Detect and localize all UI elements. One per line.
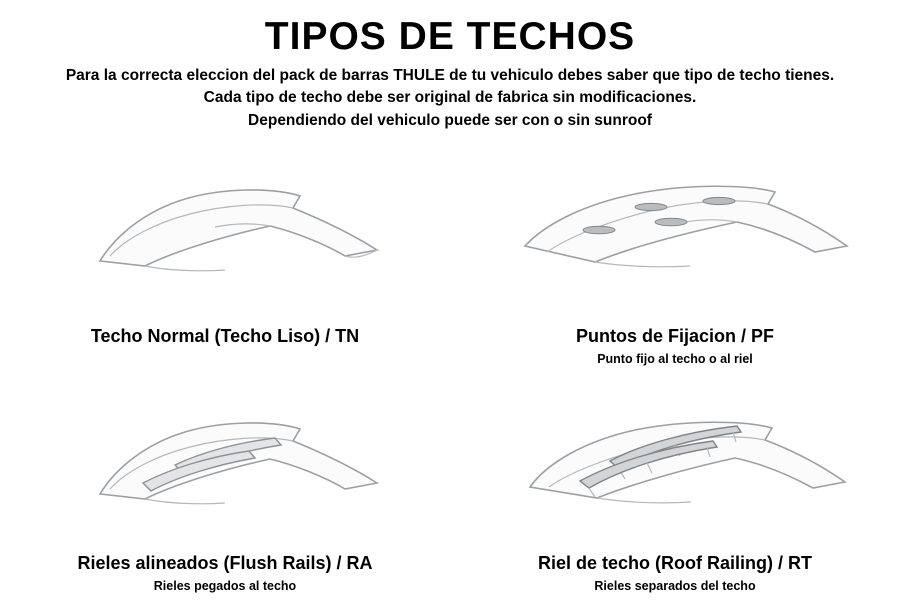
- roof-type-grid: [0, 162, 900, 612]
- roof-type-subcaption-ra: Rieles pegados al techo: [153, 578, 297, 593]
- roof-type-card-pf: [450, 162, 900, 387]
- roof-type-subcaption-pf: Punto fijo al techo o al riel: [597, 351, 753, 366]
- infographic-root: [0, 16, 900, 616]
- roof-type-caption-pf: Puntos de Fijacion / PF: [575, 326, 775, 346]
- car-roof-railing-icon: [475, 399, 875, 549]
- roof-type-card-ra: [0, 387, 450, 612]
- roof-type-caption-tn: Techo Normal (Techo Liso) / TN: [90, 326, 360, 346]
- roof-type-caption-ra: Rieles alineados (Flush Rails) / RA: [77, 553, 373, 573]
- car-roof-fixpoints-icon: [475, 166, 875, 316]
- subtitle-line-2: Cada tipo de techo debe ser original de fabrica sin modificaciones.: [203, 89, 697, 107]
- car-roof-plain-icon: [25, 166, 425, 316]
- roof-type-subcaption-rt: Rieles separados del techo: [594, 578, 756, 593]
- car-roof-flush-rails-icon: [25, 399, 425, 549]
- subtitle-line-3: Dependiendo del vehiculo puede ser con o sin sunroof: [248, 111, 652, 129]
- roof-type-caption-rt: Riel de techo (Roof Railing) / RT: [538, 553, 812, 573]
- roof-type-card-rt: [450, 387, 900, 612]
- roof-type-card-tn: [0, 162, 450, 387]
- page-subtitle: [30, 65, 870, 132]
- page-title: TIPOS DE TECHOS: [264, 15, 636, 58]
- subtitle-line-1: Para la correcta eleccion del pack de barras THULE de tu vehiculo debes saber que tipo de techo tienes.: [65, 66, 835, 84]
